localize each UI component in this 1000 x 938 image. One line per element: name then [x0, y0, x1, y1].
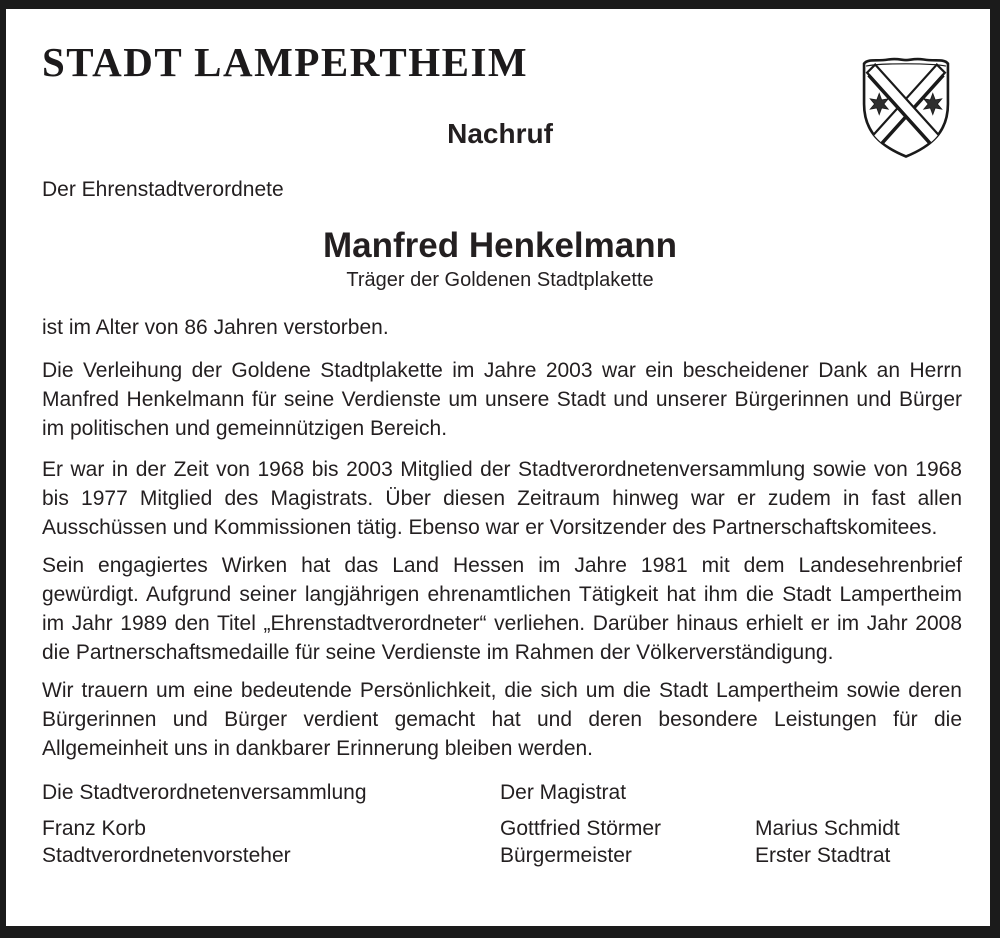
city-crest-icon [858, 51, 954, 163]
deceased-name: Manfred Henkelmann [323, 226, 677, 265]
signatory-name-1: Franz Korb [42, 817, 146, 840]
signatory-name-2: Gottfried Störmer [500, 817, 662, 840]
deceased-honor-subtitle: Träger der Goldenen Stadtplakette [346, 269, 654, 291]
notice-type-heading: Nachruf [447, 118, 553, 149]
signing-body-council: Die Stadtverordnetenversammlung [42, 781, 367, 804]
intro-line: Der Ehrenstadtverordnete [42, 178, 284, 201]
city-name-title: STADT LAMPERTHEIM [42, 39, 529, 85]
signature-spacer [755, 779, 962, 815]
death-statement: ist im Alter von 86 Jahren verstorben. [42, 316, 389, 339]
obituary-paragraph-3: Sein engagiertes Wirken hat das Land Hessen im Jahre 1981 mit dem Landesehrenbrief gewürdigt. Aufgrund seiner langjährigen ehrenamtlichen Tätigkeit hat ihm die Stadt Lampertheim im Jahr 1989 den Titel „Ehrenstadtverordneter“ verliehen. Darüber hinaus erhielt er im Jahr 2008 die Partnerschaftsmedaille für seine Verdienste im Rahmen der Völkerverständigung. [42, 554, 962, 664]
obituary-paragraph-1: Die Verleihung der Goldene Stadtplakette im Jahre 2003 war ein bescheidener Dank an Herrn Manfred Henkelmann für seine Verdienste um unsere Stadt und unserer Bürgerinnen und Bürger im politischen und gemeinnützigen Bereich. [42, 359, 962, 440]
signatory-title-1: Stadtverordnetenvorsteher [42, 844, 291, 867]
obituary-paragraph-4: Wir trauern um eine bedeutende Persönlichkeit, die sich um die Stadt Lampertheim sowie deren Bürgerinnen und Bürger verdient gemacht hat und deren besondere Leistungen für die Allgemeinheit uns in dankbarer Erinnerung bleiben werden. [42, 679, 962, 760]
signatory-name-3: Marius Schmidt [755, 817, 900, 840]
obituary-paragraph-2: Er war in der Zeit von 1968 bis 2003 Mitglied der Stadtverordnetenversammlung sowie von 1968 bis 1977 Mitglied des Magistrats. Über diesen Zeitraum hinweg war er zudem in fast allen Ausschüssen und Kommissionen tätig. Ebenso war er Vorsitzender des Partnerschaftskomitees. [42, 458, 962, 539]
signature-block [42, 779, 962, 869]
signatory-title-2: Bürgermeister [500, 844, 632, 867]
signing-body-magistrate: Der Magistrat [500, 781, 627, 804]
signatory-title-3: Erster Stadtrat [755, 844, 891, 867]
